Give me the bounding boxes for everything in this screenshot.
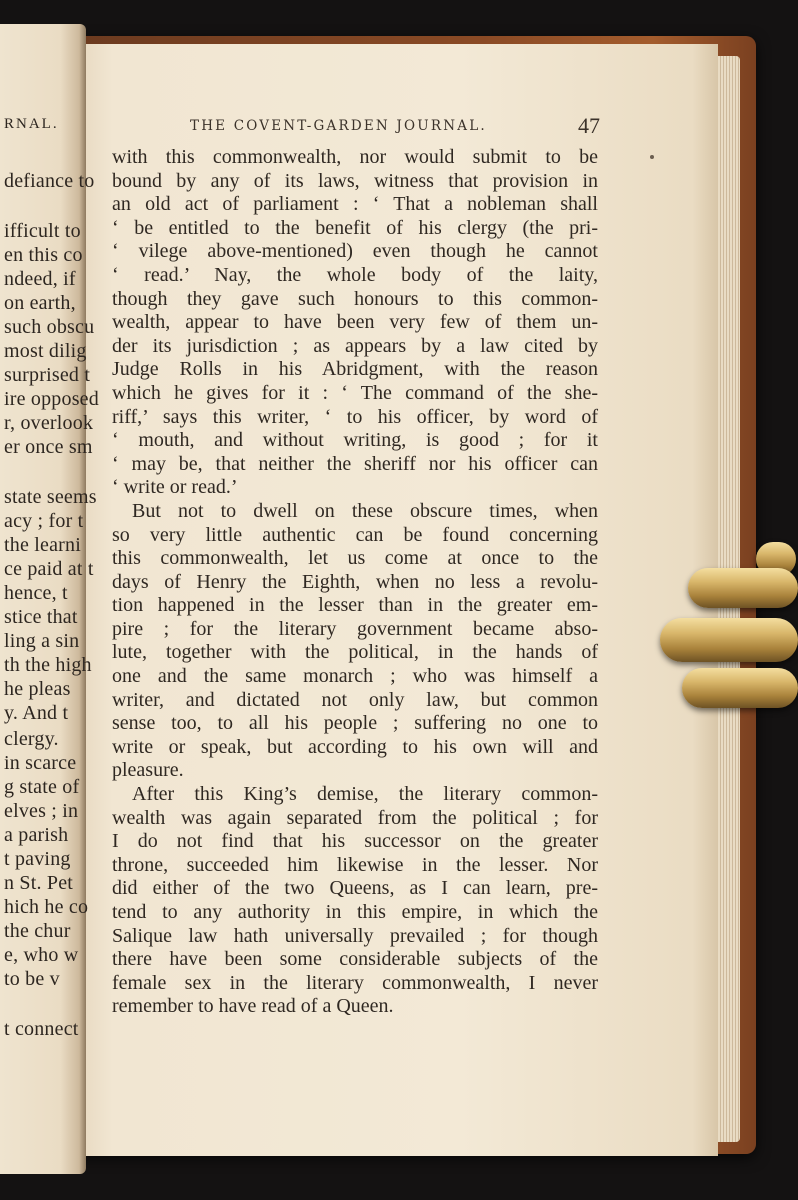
text-line: ‘ mouth, and without writing, is good ; for it	[112, 429, 598, 452]
text-line: there have been some considerable subjects of the	[112, 948, 598, 971]
text-line: writer, and dictated not only law, but common	[112, 688, 598, 711]
text-line: so very little authentic can be found concerning	[112, 523, 598, 546]
left-page-line: such obscu	[4, 316, 95, 338]
left-page-line: a parish	[4, 824, 69, 846]
left-page-line: r, overlook	[4, 412, 94, 434]
left-page-line: surprised t	[4, 364, 91, 386]
text-line: bound by any of its laws, witness that provision in	[112, 169, 598, 192]
left-page-line: in scarce	[4, 752, 77, 774]
left-page-line: ire opposed	[4, 388, 99, 410]
left-page-line: to be v	[4, 968, 60, 990]
text-line: I do not find that his successor on the greater	[112, 830, 598, 853]
left-page-line: e, who w	[4, 944, 79, 966]
text-line: wealth, appear to have been very few of them un-	[112, 311, 598, 334]
text-line: did either of the two Queens, as I can learn, pre-	[112, 877, 598, 900]
running-title: THE COVENT-GARDEN JOURNAL.	[190, 118, 487, 134]
text-line: days of Henry the Eighth, when no less a revolu-	[112, 570, 598, 593]
left-page	[0, 24, 99, 1174]
text-line: female sex in the literary commonwealth, I never	[112, 971, 598, 994]
left-page-line: ndeed, if	[4, 268, 76, 290]
left-page-line: state seems	[4, 486, 97, 508]
left-page-line: hence, t	[4, 582, 68, 604]
text-line: this commonwealth, let us come at once to the	[112, 547, 598, 570]
body-text	[112, 146, 598, 1019]
left-page-line: clergy.	[4, 728, 59, 750]
left-page-line: RNAL.	[4, 116, 59, 132]
text-line: wealth was again separated from the political ; for	[112, 806, 598, 829]
text-line: one and the same monarch ; who was himself a	[112, 665, 598, 688]
text-line: ‘ write or read.’	[112, 476, 238, 499]
left-page-line: acy ; for t	[4, 510, 84, 532]
left-page-line: g state of	[4, 776, 80, 798]
text-line: tend to any authority in this empire, in which the	[112, 901, 598, 923]
text-line: ‘ be entitled to the benefit of his clergy (the pri-	[112, 216, 598, 239]
ink-speck	[650, 155, 654, 159]
text-line: Salique law hath universally prevailed ; for though	[112, 924, 598, 947]
text-line: After this King’s demise, the literary common-	[132, 783, 598, 806]
left-page-line: ling a sin	[4, 630, 80, 652]
text-line: ‘ read.’ Nay, the whole body of the laity,	[112, 263, 598, 286]
text-line: tion happened in the lesser than in the greater em-	[112, 594, 598, 617]
text-line: throne, succeeded him likewise in the lesser. Nor	[112, 853, 598, 876]
text-line: lute, together with the political, in the hands of	[112, 641, 598, 664]
left-page-line: t connect	[4, 1018, 79, 1040]
left-page-line: he pleas	[4, 678, 71, 700]
left-page-line: er once sm	[4, 436, 93, 458]
left-page-line: y. And t	[4, 702, 69, 724]
left-page-line: the learni	[4, 534, 81, 556]
clip-finger	[688, 568, 798, 608]
text-line: though they gave such honours to this common-	[112, 287, 598, 310]
clip-finger	[660, 618, 798, 662]
text-line: which he gives for it : ‘ The command of the she-	[112, 381, 598, 404]
text-line: riff,’ says this writer, ‘ to his officer, by word of	[112, 405, 598, 428]
text-line: But not to dwell on these obscure times, when	[132, 499, 598, 522]
text-line: der its jurisdiction ; as appears by a law cited by	[112, 334, 598, 357]
left-page-line: stice that	[4, 606, 78, 628]
left-page-line: most dilig	[4, 340, 87, 362]
brass-page-clip	[656, 538, 792, 718]
text-line: with this commonwealth, nor would submit to be	[112, 146, 598, 168]
left-page-line: hich he co	[4, 896, 89, 918]
clip-finger	[682, 668, 798, 708]
text-line: write or speak, but according to his own will and	[112, 735, 598, 758]
left-page-line: n St. Pet	[4, 872, 74, 894]
text-line: Judge Rolls in his Abridgment, with the reason	[112, 358, 598, 381]
left-page-line: ce paid at t	[4, 558, 94, 580]
text-line: pleasure.	[112, 759, 184, 782]
left-page-line: en this co	[4, 244, 83, 266]
left-page-line: on earth,	[4, 292, 76, 314]
text-line: ‘ vilege above-mentioned) even though he cannot	[112, 240, 598, 263]
text-line: sense too, to all his people ; suffering no one to	[112, 712, 598, 735]
text-line: remember to have read of a Queen.	[112, 995, 394, 1018]
text-line: an old act of parliament : ‘ That a nobleman shall	[112, 193, 598, 216]
text-line: pire ; for the literary government became abso-	[112, 617, 598, 640]
left-page-line: the chur	[4, 920, 71, 942]
left-page-line: ifficult to	[4, 220, 81, 242]
left-page-line: th the high	[4, 654, 92, 676]
left-page-line: t paving	[4, 848, 71, 870]
left-page-line: defiance to	[4, 170, 95, 192]
page-number: 47	[578, 113, 600, 138]
text-line: ‘ may be, that neither the sheriff nor his officer can	[112, 452, 598, 475]
left-page-line: elves ; in	[4, 800, 79, 822]
